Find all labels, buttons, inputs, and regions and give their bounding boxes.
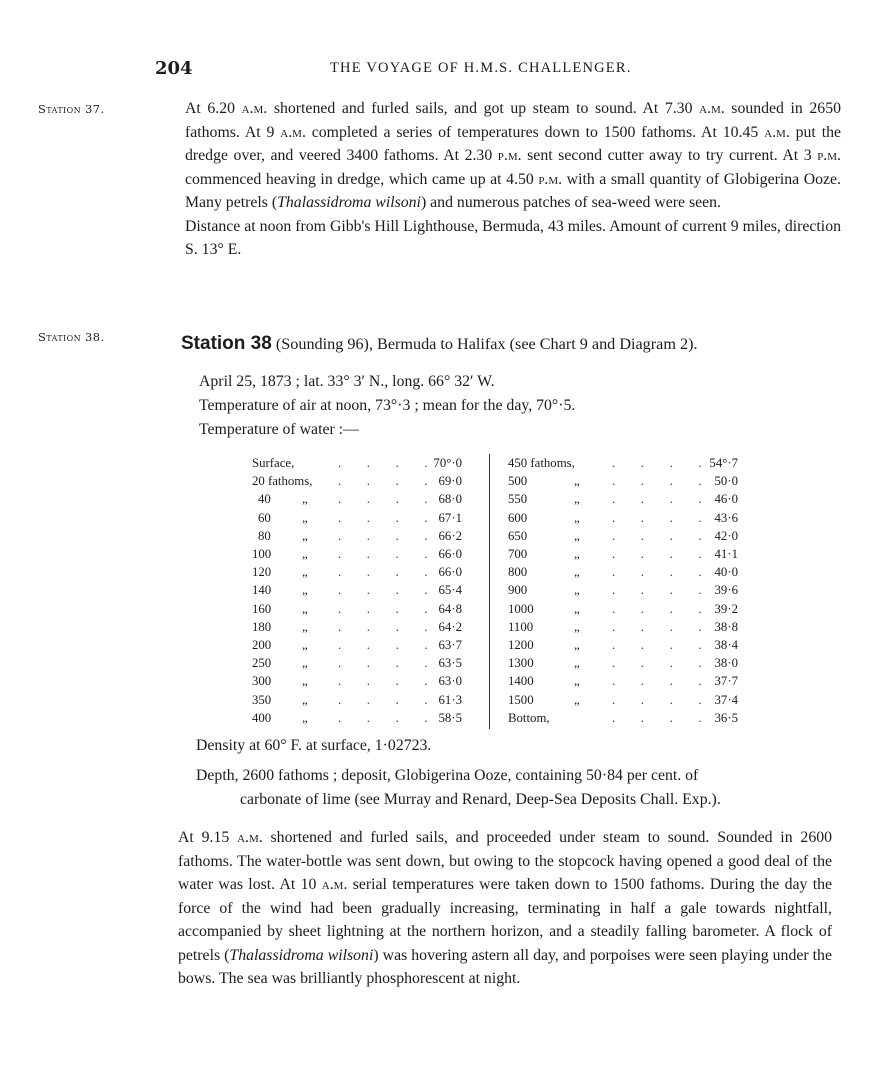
ditto-mark: „ [302, 547, 308, 561]
leader-dots: . . . . [612, 474, 702, 489]
depth-label: 700 [508, 547, 528, 561]
leader-dots: . . . . [612, 619, 702, 634]
station-37-distance: Distance at noon from Gibb's Hill Lighthouse, Bermuda, 43 miles. Amount of current 9 miles, direction S. 13° E. [185, 217, 841, 258]
depth-label: 300 [252, 674, 272, 689]
water-temperature-label: Temperature of water :— [199, 421, 359, 438]
depth-label: 60 [258, 510, 271, 525]
ditto-mark: „ [302, 528, 308, 543]
sidenote-station-38: Station 38. [38, 330, 105, 344]
table-row [508, 527, 738, 545]
leader-dots: . . . . [612, 456, 702, 470]
ditto-mark: „ [302, 565, 308, 580]
leader-dots: . . . . [338, 601, 428, 616]
temperature-value: 64·8 [438, 601, 462, 616]
leader-dots: . . . . [338, 656, 428, 671]
temperature-value: 54°·7 [709, 456, 738, 470]
ditto-mark: „ [302, 638, 308, 652]
table-row [508, 509, 738, 527]
leader-dots: . . . . [612, 638, 702, 652]
leader-dots: . . . . [338, 638, 428, 652]
leader-dots: . . . . [338, 547, 428, 561]
depth-deposit-line [196, 764, 836, 812]
depth-deposit-text-2: carbonate of lime (see Murray and Renard, Deep-Sea Deposits Chall. Exp.). [240, 791, 721, 808]
ditto-mark: „ [574, 492, 580, 507]
table-row [508, 563, 738, 581]
sidenote-station-37: Station 37. [38, 102, 105, 116]
temperature-value: 63·7 [438, 638, 462, 652]
table-row [252, 636, 462, 654]
depth-label: 1300 [508, 656, 534, 671]
ditto-mark: „ [574, 565, 580, 580]
ditto-mark: „ [302, 601, 308, 616]
depth-label: 120 [252, 565, 272, 580]
table-row [252, 527, 462, 545]
depth-label: 80 [258, 528, 271, 543]
ditto-mark: „ [302, 492, 308, 507]
table-row [252, 490, 462, 508]
depth-label: 140 [252, 583, 272, 598]
temperature-value: 42·0 [714, 528, 738, 543]
leader-dots: . . . . [612, 692, 702, 707]
depth-label: 40 [258, 492, 271, 507]
temperature-value: 69·0 [438, 474, 462, 489]
temperature-value: 40·0 [714, 565, 738, 580]
ditto-mark: „ [574, 619, 580, 634]
depth-label: 1200 [508, 638, 534, 652]
ditto-mark: „ [302, 656, 308, 671]
table-row [508, 545, 738, 563]
leader-dots: . . . . [338, 474, 428, 489]
leader-dots: . . . . [338, 492, 428, 507]
date-position-line: April 25, 1873 ; lat. 33° 3′ N., long. 66° 32′ W. [199, 373, 495, 390]
leader-dots: . . . . [612, 710, 702, 725]
temperature-value: 36·5 [714, 710, 738, 725]
depth-label: 1500 [508, 692, 534, 707]
temperature-value: 66·2 [438, 528, 462, 543]
temperature-value: 63·5 [438, 656, 462, 671]
table-row [252, 654, 462, 672]
temperature-value: 61·3 [438, 692, 462, 707]
station-37-paragraph [155, 97, 841, 262]
depth-deposit-text-1: Depth, 2600 fathoms ; deposit, Globigerina Ooze, containing 50·84 per cent. of [196, 767, 699, 784]
temperature-value: 65·4 [438, 583, 462, 598]
column-divider [489, 454, 490, 729]
temperature-value: 63·0 [438, 674, 462, 689]
depth-label: 650 [508, 528, 528, 543]
depth-label: 500 [508, 474, 528, 489]
temperature-value: 37·4 [714, 692, 738, 707]
table-row [508, 691, 738, 709]
temperature-value: 37·7 [714, 674, 738, 689]
leader-dots: . . . . [338, 692, 428, 707]
leader-dots: . . . . [612, 528, 702, 543]
table-row [252, 472, 462, 490]
temperature-value: 39·2 [714, 601, 738, 616]
station-38-narrative [148, 826, 832, 991]
table-row [508, 472, 738, 490]
station-37-narrative: At 6.20 a.m. shortened and furled sails, and got up steam to sound. At 7.30 a.m. sounded in 2650 fathoms. At 9 a.m. completed a series of temperatures down to 1500 fathoms. At 10.45 a.m. put the dredge over, and veered 3400 fathoms. At 2.30 p.m. sent second cutter away to try current. At 3 p.m. commenced heaving in dredge, which came up at 4.50 p.m. with a small quantity of Globigerina Ooze. Many petrels (Thalassidroma wilsoni) and numerous patches of sea-weed were seen. [185, 100, 842, 211]
table-row [252, 454, 462, 472]
table-row [252, 545, 462, 563]
ditto-mark: „ [574, 656, 580, 671]
ditto-mark: „ [574, 601, 580, 616]
table-row [252, 672, 462, 690]
ditto-mark: „ [302, 692, 308, 707]
leader-dots: . . . . [338, 619, 428, 634]
leader-dots: . . . . [338, 710, 428, 725]
ditto-mark: „ [302, 710, 308, 725]
depth-label: 200 [252, 638, 272, 652]
ditto-mark: „ [574, 674, 580, 689]
depth-label: 160 [252, 601, 272, 616]
air-temperature-line: Temperature of air at noon, 73°·3 ; mean for the day, 70°·5. [199, 397, 576, 414]
leader-dots: . . . . [612, 674, 702, 689]
depth-label: 350 [252, 692, 272, 707]
ditto-mark: „ [574, 474, 580, 489]
temperature-value: 50·0 [714, 474, 738, 489]
table-row [252, 581, 462, 599]
ditto-mark: „ [574, 692, 580, 707]
leader-dots: . . . . [612, 492, 702, 507]
table-row [252, 563, 462, 581]
page-number: 204 [155, 58, 193, 79]
temperature-value: 43·6 [714, 510, 738, 525]
station-38-heading [181, 333, 698, 355]
leader-dots: . . . . [338, 510, 428, 525]
leader-dots: . . . . [612, 510, 702, 525]
temperature-value: 38·8 [714, 619, 738, 634]
table-row [508, 672, 738, 690]
depth-label: 1000 [508, 601, 534, 616]
ditto-mark: „ [574, 547, 580, 561]
depth-label: 900 [508, 583, 528, 598]
table-row [508, 490, 738, 508]
depth-label: 180 [252, 619, 272, 634]
leader-dots: . . . . [612, 547, 702, 561]
leader-dots: . . . . [612, 583, 702, 598]
temperature-value: 66·0 [438, 565, 462, 580]
leader-dots: . . . . [338, 528, 428, 543]
temperature-value: 38·0 [714, 656, 738, 671]
leader-dots: . . . . [612, 656, 702, 671]
table-row [252, 709, 462, 727]
depth-label: 450 fathoms, [508, 456, 575, 470]
running-title: THE VOYAGE OF H.M.S. CHALLENGER. [330, 60, 632, 76]
depth-label: Bottom, [508, 710, 550, 725]
table-row [508, 600, 738, 618]
table-row [252, 600, 462, 618]
table-row [508, 709, 738, 727]
temperature-value: 67·1 [438, 510, 462, 525]
temperature-value: 58·5 [438, 710, 462, 725]
ditto-mark: „ [574, 583, 580, 598]
density-line: Density at 60° F. at surface, 1·02723. [196, 737, 432, 754]
ditto-mark: „ [574, 528, 580, 543]
ditto-mark: „ [574, 510, 580, 525]
table-row [508, 454, 738, 472]
depth-label: 600 [508, 510, 528, 525]
table-row [508, 618, 738, 636]
depth-label: 1400 [508, 674, 534, 689]
depth-label: 800 [508, 565, 528, 580]
table-row [252, 691, 462, 709]
table-row [252, 618, 462, 636]
temperature-value: 70°·0 [433, 456, 462, 470]
table-row [252, 509, 462, 527]
temperature-value: 38·4 [714, 638, 738, 652]
leader-dots: . . . . [338, 565, 428, 580]
depth-label: 250 [252, 656, 272, 671]
temperature-value: 46·0 [714, 492, 738, 507]
leader-dots: . . . . [338, 583, 428, 598]
table-row [508, 654, 738, 672]
leader-dots: . . . . [338, 674, 428, 689]
leader-dots: . . . . [338, 456, 428, 470]
table-row [508, 581, 738, 599]
ditto-mark: „ [302, 583, 308, 598]
depth-label: 550 [508, 492, 528, 507]
depth-label: 20 fathoms, [252, 474, 313, 489]
leader-dots: . . . . [612, 601, 702, 616]
table-row [508, 636, 738, 654]
temperature-value: 66·0 [438, 547, 462, 561]
station-38-subtitle: (Sounding 96), Bermuda to Halifax (see Chart 9 and Diagram 2). [271, 335, 698, 353]
ditto-mark: „ [574, 638, 580, 652]
temperature-value: 64·2 [438, 619, 462, 634]
ditto-mark: „ [302, 510, 308, 525]
depth-label: Surface, [252, 456, 295, 470]
leader-dots: . . . . [612, 565, 702, 580]
depth-label: 1100 [508, 619, 534, 634]
water-temperature-table [252, 454, 744, 734]
temperature-value: 39·6 [714, 583, 738, 598]
temperature-value: 41·1 [714, 547, 738, 561]
ditto-mark: „ [302, 674, 308, 689]
ditto-mark: „ [302, 619, 308, 634]
station-38-narrative-text: At 9.15 a.m. shortened and furled sails, and proceeded under steam to sound. Sounded in 2600 fathoms. The water-bottle was sent down, but owing to the stopcock having opened a good deal of the water was lost. At 10 a.m. serial temperatures were taken down to 1500 fathoms. During the day the force of the wind had been gradually increasing, terminating in half a gale towards nightfall, accompanied by sheet lightning at the northern horizon, and a steadily falling barometer. A flock of petrels (Thalassidroma wilsoni) was hovering astern all day, and porpoises were seen playing under the bows. The sea was brilliantly phosphorescent at night. [178, 829, 833, 987]
temperature-value: 68·0 [438, 492, 462, 507]
depth-label: 100 [252, 547, 272, 561]
station-38-title: Station 38 [181, 333, 272, 354]
depth-label: 400 [252, 710, 272, 725]
